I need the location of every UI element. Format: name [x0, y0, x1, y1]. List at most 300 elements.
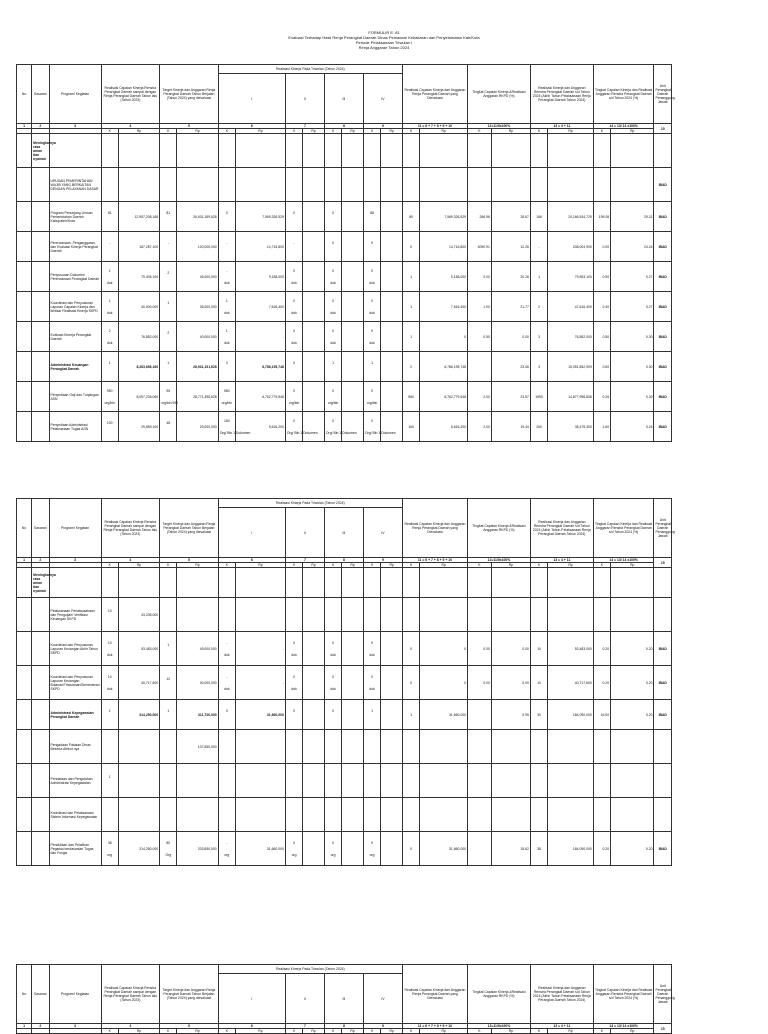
value-k: -: [285, 232, 302, 262]
value-k: 0: [363, 232, 380, 262]
value-k: 1.60: [593, 412, 610, 442]
value-rp: 19.44: [491, 412, 530, 442]
value-rp: 24.24: [611, 232, 654, 262]
value-k: [285, 568, 302, 598]
value-k: - dok: [218, 262, 235, 292]
value-rp: [548, 168, 594, 202]
col-number: 5: [160, 124, 219, 129]
col-k: K: [101, 563, 118, 568]
col-rp: Rp: [342, 129, 364, 134]
value-k: 0.26: [593, 382, 610, 412]
value-rp: [342, 764, 364, 798]
value-k: 0: [324, 232, 341, 262]
col-realisasi-triwulan: Realisasi Kinerja Pada Triwulan (Tahun 2024): [218, 965, 402, 974]
value-k: [324, 730, 341, 764]
col-sasaran: Sasaran: [32, 65, 49, 124]
value-rp: [118, 568, 159, 598]
value-rp: 0.00: [491, 632, 530, 666]
value-rp: [236, 568, 286, 598]
value-k: 1 dok: [218, 292, 235, 322]
value-k: 0.50: [468, 322, 492, 352]
value-k: 80: [402, 202, 419, 232]
program-name: [49, 134, 101, 168]
col-k: K: [402, 129, 419, 134]
value-rp: [303, 568, 325, 598]
program-name: Pendidikan dan Pelatihan Pegawai berdasarkan Tugas dan Fungsi: [49, 832, 101, 866]
value-rp: [611, 598, 654, 632]
value-k: 0.40: [593, 292, 610, 322]
value-rp: 28,931,151,628: [177, 352, 218, 382]
value-k: 160: [402, 412, 419, 442]
value-rp: 7,569,326,529: [236, 202, 286, 232]
value-k: 0: [402, 666, 419, 700]
value-rp: [491, 764, 530, 798]
value-k: -: [530, 232, 547, 262]
value-k: 1: [101, 700, 118, 730]
program-name: Administrasi Kepegawaian Perangkat Daerah: [49, 700, 101, 730]
col-sasaran: Sasaran: [32, 965, 49, 1024]
value-rp: 40,000,000: [177, 666, 218, 700]
value-k: [285, 168, 302, 202]
value-k: [530, 134, 547, 168]
value-k: [402, 598, 419, 632]
value-rp: 20,166,534,729: [548, 202, 594, 232]
value-k: [324, 168, 341, 202]
sasaran-text: [32, 382, 49, 412]
value-k: [285, 798, 302, 832]
value-k: 1590: [530, 382, 547, 412]
col-number: 9: [363, 558, 402, 563]
col-number: 7: [285, 124, 324, 129]
col-tingkat-renstra: Tingkat Capaian Kinerja dan Realisasi Anggaran Renstra Perangkat Daerah s/d Tahun 2024 (%): [593, 499, 654, 558]
value-k: 0: [324, 202, 341, 232]
value-k: 580: [402, 382, 419, 412]
col-no: No: [17, 65, 32, 124]
value-k: - dok: [218, 632, 235, 666]
value-k: 38: [530, 832, 547, 866]
value-k: 0: [402, 632, 419, 666]
value-k: [402, 798, 419, 832]
value-rp: [118, 134, 159, 168]
value-k: 0: [402, 832, 419, 866]
value-k: [160, 134, 177, 168]
value-rp: 0.27: [611, 262, 654, 292]
value-k: 0 org/bln: [324, 382, 341, 412]
value-rp: 187,287,100: [118, 232, 159, 262]
value-k: [593, 598, 610, 632]
program-name: Koordinasi dan Penyusunan Laporan Keuangan Akhir Tahun SKPD: [49, 632, 101, 666]
value-rp: 29,859,100: [118, 412, 159, 442]
value-k: - org: [218, 832, 235, 866]
col-q4: IV: [363, 974, 402, 1024]
value-rp: [342, 412, 364, 442]
col-k: K: [468, 1029, 492, 1034]
unit-name: [654, 798, 672, 832]
col-number: 4: [101, 1024, 160, 1029]
col-rp: Rp: [491, 129, 530, 134]
col-number: 3: [49, 558, 101, 563]
value-k: 2.00: [468, 382, 492, 412]
value-k: [402, 730, 419, 764]
value-k: [402, 568, 419, 598]
value-rp: 31,660,000: [236, 700, 286, 730]
col-program: Program/ Kegiatan: [49, 65, 101, 124]
value-rp: [611, 730, 654, 764]
value-rp: 53,483,000: [118, 632, 159, 666]
value-rp: 7,616,400: [236, 292, 286, 322]
value-rp: -: [236, 322, 286, 352]
value-k: [218, 798, 235, 832]
value-rp: [342, 262, 364, 292]
value-rp: [381, 568, 403, 598]
value-k: 0 dok: [363, 666, 380, 700]
value-rp: [381, 352, 403, 382]
value-k: 0 dok: [324, 666, 341, 700]
value-rp: 28,771,395,628: [177, 382, 218, 412]
value-k: [101, 134, 118, 168]
col-rp: Rp: [548, 129, 594, 134]
value-k: 0: [218, 700, 235, 730]
value-rp: 6,762,779,548: [420, 382, 468, 412]
value-rp: 45,000,000: [177, 262, 218, 292]
value-k: [593, 730, 610, 764]
value-k: 2: [530, 292, 547, 322]
value-rp: 0.00: [491, 666, 530, 700]
col-number: 13 = 4 + 11: [530, 558, 593, 563]
value-rp: 40,000,000: [177, 322, 218, 352]
col-number: 11 = 6 + 7 + 8 + 9 + 10: [402, 124, 467, 129]
value-rp: [381, 598, 403, 632]
col-k: K: [285, 1029, 302, 1034]
value-rp: 12,597,208,168: [118, 202, 159, 232]
col-program: Program/ Kegiatan: [49, 965, 101, 1024]
unit-name: IBAD: [654, 322, 672, 352]
value-k: 0 dok: [285, 666, 302, 700]
value-k: 0.20: [593, 832, 610, 866]
col-q4: IV: [363, 74, 402, 124]
value-k: [363, 168, 380, 202]
value-k: 0: [285, 202, 302, 232]
value-k: 1: [101, 352, 118, 382]
value-k: [160, 798, 177, 832]
sasaran-text: [32, 764, 49, 798]
value-k: [593, 764, 610, 798]
col-unit: Unit Perangkat Daerah Penanggung Jawab: [654, 499, 672, 558]
value-k: 0 dok: [324, 262, 341, 292]
col-tingkat-renstra: Tingkat Capaian Kinerja dan Realisasi Anggaran Renstra Perangkat Daerah s/d Tahun 2024 (%): [593, 965, 654, 1024]
table-row: [17, 798, 672, 832]
col-tingkat-renstra: Tingkat Capaian Kinerja dan Realisasi Anggaran Renstra Perangkat Daerah s/d Tahun 2024 (%): [593, 65, 654, 124]
value-k: [285, 730, 302, 764]
value-k: [101, 798, 118, 832]
value-rp: [420, 134, 468, 168]
value-rp: [342, 292, 364, 322]
value-rp: 28.67: [491, 202, 530, 232]
value-k: [468, 352, 492, 382]
value-k: 0 org: [363, 832, 380, 866]
value-rp: 0.20: [611, 666, 654, 700]
value-rp: [342, 352, 364, 382]
value-k: 0 org/bln: [285, 382, 302, 412]
sasaran-text: Meningkatnya rasa aman dan nyaman: [32, 134, 49, 168]
value-k: 1: [160, 700, 177, 730]
value-rp: 29.21: [611, 202, 654, 232]
col-number: 8: [324, 124, 363, 129]
value-k: 1: [363, 700, 380, 730]
col-rp: Rp: [236, 1029, 286, 1034]
col-rp: Rp: [491, 563, 530, 568]
value-k: 160 Org/ Bln 1 Dokumen: [218, 412, 235, 442]
value-rp: [381, 168, 403, 202]
col-rp: Rp: [177, 129, 218, 134]
value-rp: 0.20: [611, 632, 654, 666]
col-realisasi-lalu: Realisasi Capaian Kinerja Renstra Perangkat Daerah sampai dengan Renja Perangkat Daerah Tahun lalu (Tahun 2023): [101, 499, 160, 558]
value-rp: [303, 202, 325, 232]
value-rp: 26,631,159,628: [177, 202, 218, 232]
col-rp: Rp: [491, 1029, 530, 1034]
col-rp: Rp: [381, 129, 403, 134]
value-rp: [381, 134, 403, 168]
value-k: 0.00: [593, 232, 610, 262]
unit-name: IBAD: [654, 832, 672, 866]
value-k: 0 dok: [324, 632, 341, 666]
col-k: K: [402, 563, 419, 568]
value-k: [324, 798, 341, 832]
col-number: 4: [101, 124, 160, 129]
table-row: [17, 168, 672, 202]
col-k: K: [218, 1029, 235, 1034]
value-k: 260: [530, 412, 547, 442]
value-rp: 9,158,000: [420, 262, 468, 292]
value-rp: [118, 798, 159, 832]
value-rp: [303, 700, 325, 730]
value-k: 2: [160, 322, 177, 352]
value-rp: [177, 134, 218, 168]
value-rp: [611, 568, 654, 598]
col-number: 2: [32, 124, 49, 129]
value-rp: [303, 832, 325, 866]
value-rp: [303, 168, 325, 202]
value-k: 3: [530, 322, 547, 352]
value-k: -: [218, 232, 235, 262]
col-realisasi-lalu: Realisasi Capaian Kinerja Renstra Perangkat Daerah sampai dengan Renja Perangkat Daerah Tahun lalu (Tahun 2023): [101, 65, 160, 124]
value-rp: [118, 730, 159, 764]
program-name: URUSAN PEMERINTAHAN WAJIB YANG BERKAITAN DENGAN PELAYANAN DASAR: [49, 168, 101, 202]
value-k: 81: [101, 202, 118, 232]
value-rp: 203,850,000: [177, 832, 218, 866]
sasaran-text: [32, 798, 49, 832]
col-k: K: [218, 563, 235, 568]
report-year: Renja Anggaran Tahun 2024: [358, 45, 410, 50]
col-rp: Rp: [611, 563, 654, 568]
value-k: 1: [402, 700, 419, 730]
col-number: 3: [49, 1024, 101, 1029]
value-k: 10: [530, 666, 547, 700]
col-k: K: [324, 129, 341, 134]
value-k: 80 Org: [160, 832, 177, 866]
col-realisasi-renja: Realisasi Capaian Kinerja dan Anggaran Renja Perangkat Daerah yang Dievaluasi: [402, 499, 467, 558]
value-rp: [177, 168, 218, 202]
value-k: [402, 168, 419, 202]
col-rp: Rp: [381, 1029, 403, 1034]
value-rp: [303, 666, 325, 700]
value-rp: 21.77: [491, 292, 530, 322]
table-row: [17, 292, 672, 322]
value-rp: 79,553,100: [548, 262, 594, 292]
value-k: [160, 568, 177, 598]
value-rp: 0.20: [611, 700, 654, 730]
report-title: Evaluasi Terhadap Hasil Renja Perangkat Daerah Dinas Pemadam Kebakaran dan Penyelamatan Kab/Kota: [288, 35, 480, 40]
table-row: [17, 322, 672, 352]
value-rp: [303, 262, 325, 292]
col-k: K: [101, 1029, 118, 1034]
sasaran-text: Meningkatnya rasa aman dan nyaman: [32, 568, 49, 598]
col-rp: Rp: [420, 563, 468, 568]
value-rp: [342, 322, 364, 352]
value-k: - dok: [218, 666, 235, 700]
value-k: 0.00: [468, 666, 492, 700]
program-name: Koordinasi dan Pelaksanaan Sistem Informasi Kepegawaian: [49, 798, 101, 832]
value-k: 16.00: [593, 700, 610, 730]
value-k: 3: [530, 352, 547, 382]
value-k: 0 dok: [324, 292, 341, 322]
col-realisasi-renja: Realisasi Capaian Kinerja dan Anggaran Renja Perangkat Daerah yang Dievaluasi: [402, 65, 467, 124]
value-rp: [303, 632, 325, 666]
col-target: Target Kinerja dan Anggaran Renja Perangkat Daerah Tahun Berjalan (Tahun 2024) yang dievaluasi: [160, 499, 219, 558]
col-number: 3: [49, 124, 101, 129]
value-k: 10 dok: [101, 666, 118, 700]
col-number: 15: [654, 1024, 672, 1034]
unit-name: IBAD: [654, 412, 672, 442]
value-k: 0 dok: [285, 292, 302, 322]
value-k: 1: [101, 764, 118, 798]
value-rp: 311,700,000: [177, 700, 218, 730]
program-name: Pengadaan Pakaian Dinas Beserta Atribut nya: [49, 730, 101, 764]
row-no: [17, 666, 32, 700]
col-rp: Rp: [118, 1029, 159, 1034]
value-rp: [236, 730, 286, 764]
value-rp: 0.30: [611, 352, 654, 382]
program-name: Evaluasi Kinerja Perangkat Daerah: [49, 322, 101, 352]
table-row: [17, 666, 672, 700]
value-k: [593, 798, 610, 832]
value-rp: [177, 568, 218, 598]
value-rp: 6,786,195,748: [236, 352, 286, 382]
value-k: [218, 568, 235, 598]
col-number: 13 = 4 + 11: [530, 124, 593, 129]
value-k: [530, 568, 547, 598]
col-realisasi-triwulan: Realisasi Kinerja Pada Triwulan (Tahun 2024): [218, 499, 402, 508]
value-rp: 6,786,195,748: [420, 352, 468, 382]
row-no: [17, 568, 32, 598]
value-k: 1 dok: [101, 292, 118, 322]
value-k: 199.08: [593, 202, 610, 232]
value-rp: [548, 764, 594, 798]
row-no: [17, 232, 32, 262]
value-k: 0 dok: [285, 632, 302, 666]
sasaran-text: [32, 322, 49, 352]
value-rp: 0.30: [611, 382, 654, 412]
value-k: [363, 730, 380, 764]
col-rp: Rp: [177, 1029, 218, 1034]
value-rp: -: [236, 666, 286, 700]
value-rp: 23.46: [491, 352, 530, 382]
value-rp: [381, 666, 403, 700]
col-k: K: [324, 563, 341, 568]
table-row: [17, 352, 672, 382]
value-k: 1: [402, 262, 419, 292]
row-no: [17, 700, 32, 730]
value-k: [324, 764, 341, 798]
value-rp: [177, 598, 218, 632]
unit-name: IBAD: [654, 262, 672, 292]
col-number: 1: [17, 1024, 32, 1029]
col-realisasi-renstra: Realisasi Kinerja dan Anggaran Renstra Perangkat Daerah s/d Tahun 2024 (Akhir Tahun Pelaksanaan Renja Perangkat Daerah Tahun 2024): [530, 65, 593, 124]
value-k: 1: [402, 322, 419, 352]
value-k: 0 org: [285, 832, 302, 866]
col-number: 8: [324, 1024, 363, 1029]
sasaran-text: [32, 632, 49, 666]
value-rp: [303, 730, 325, 764]
sasaran-text: [32, 262, 49, 292]
value-rp: 0.20: [611, 832, 654, 866]
value-rp: 7,569,326,529: [420, 202, 468, 232]
col-k: K: [402, 1029, 419, 1034]
value-k: 1: [402, 292, 419, 322]
value-rp: [491, 134, 530, 168]
value-rp: 23.57: [491, 382, 530, 412]
unit-name: IBAD: [654, 292, 672, 322]
col-number: 11 = 6 + 7 + 8 + 9 + 10: [402, 558, 467, 563]
col-rp: Rp: [420, 1029, 468, 1034]
value-k: 1 dok: [101, 262, 118, 292]
unit-name: IBAD: [654, 382, 672, 412]
sasaran-text: [32, 232, 49, 262]
report-header: [0, 30, 768, 50]
col-q2: II: [285, 974, 324, 1024]
value-rp: 0: [420, 666, 468, 700]
value-rp: [548, 598, 594, 632]
value-k: [530, 168, 547, 202]
value-rp: [420, 764, 468, 798]
value-rp: 31,660,000: [236, 832, 286, 866]
col-tingkat-capaian: Tingkat Capaian Kinerja &Realisasi Anggaran RKPD (%): [468, 965, 531, 1024]
value-k: 0.50: [593, 262, 610, 292]
value-k: 30: [530, 700, 547, 730]
sasaran-text: [32, 352, 49, 382]
value-k: 950 org/bln: [101, 382, 118, 412]
value-rp: [381, 730, 403, 764]
col-number: 1: [17, 124, 32, 129]
value-rp: [342, 666, 364, 700]
row-no: [17, 730, 32, 764]
col-number: 2: [32, 1024, 49, 1029]
unit-name: [654, 730, 672, 764]
col-rp: Rp: [611, 1029, 654, 1034]
value-rp: [548, 568, 594, 598]
col-q1: I: [218, 974, 285, 1024]
value-k: [285, 764, 302, 798]
value-rp: 314,250,000: [118, 700, 159, 730]
table-row: [17, 134, 672, 168]
value-k: 1: [530, 262, 547, 292]
col-realisasi-lalu: Realisasi Capaian Kinerja Renstra Perangkat Daerah sampai dengan Renja Perangkat Daerah Tahun lalu (Tahun 2023): [101, 965, 160, 1024]
table-row: [17, 632, 672, 666]
value-k: -: [101, 232, 118, 262]
value-rp: [177, 798, 218, 832]
value-rp: [118, 764, 159, 798]
program-name: Administrasi Keuangan Perangkat Daerah: [49, 352, 101, 382]
